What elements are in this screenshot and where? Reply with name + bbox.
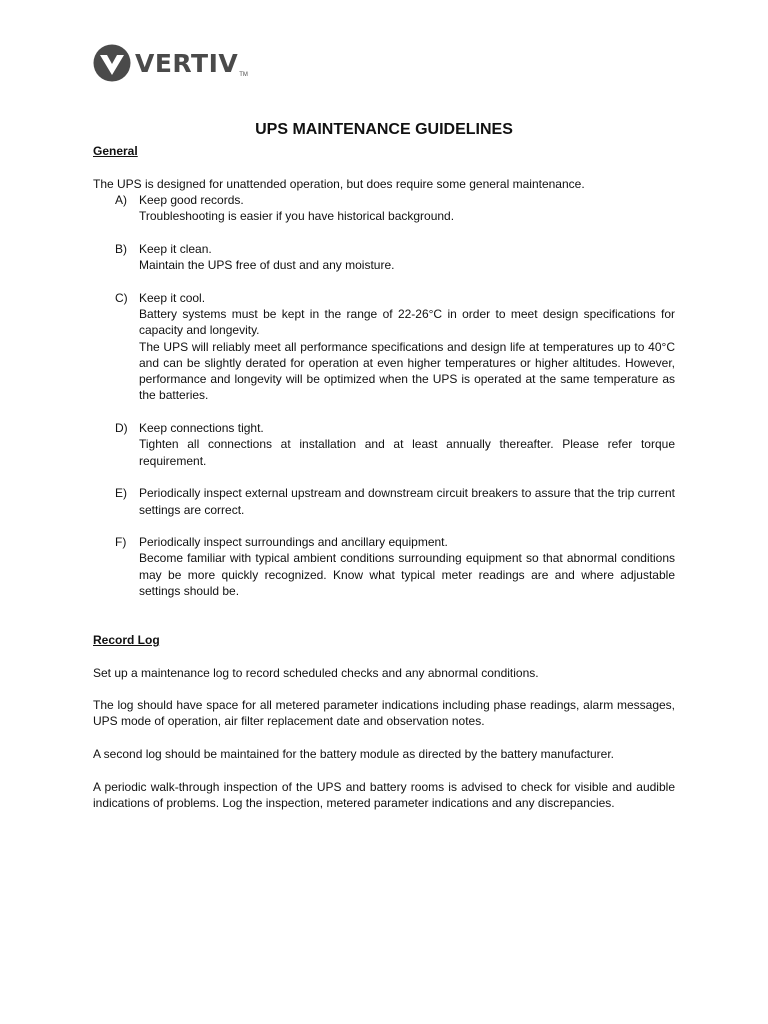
list-item [93, 420, 675, 469]
vertiv-chevron-icon [93, 44, 131, 82]
list-item-text: Troubleshooting is easier if you have historical background. [139, 209, 455, 224]
list-item [93, 241, 675, 274]
list-item-text: Battery systems must be kept in the range of 22-26°C in order to meet design specifications for capacity and longevity. [139, 306, 675, 338]
list-item-text: The UPS will reliably meet all performance specifications and design life at temperatures up to 40°C and can be slightly derated for operation at even higher temperatures or higher altitudes. However, performance and longevity will be optimized when the UPS is operated at the same temperature as the batteries. [139, 339, 675, 403]
list-item [93, 534, 675, 599]
list-item-title: Keep it clean. [139, 241, 212, 256]
list-item-title: Keep good records. [139, 192, 244, 207]
list-item-title: Keep it cool. [139, 290, 206, 305]
logo-wordmark: VERTIV [135, 48, 239, 78]
page-title: UPS MAINTENANCE GUIDELINES [255, 121, 513, 138]
list-item [93, 485, 675, 518]
logo-trademark: TM [239, 72, 248, 78]
general-intro: The UPS is designed for unattended operation, but does require some general maintenance. [93, 176, 585, 191]
record-log-paragraph: A second log should be maintained for the battery module as directed by the battery manufacturer. [93, 746, 614, 761]
list-item-text: Tighten all connections at installation and at least annually thereafter. Please refer torque requirement. [139, 437, 675, 468]
list-marker: F) [115, 535, 127, 550]
list-item-title: Keep connections tight. [139, 421, 264, 436]
list-marker: D) [115, 421, 128, 436]
record-log-paragraph: The log should have space for all metered parameter indications including phase readings, alarm messages, UPS mode of operation, air filter replacement date and observation notes. [93, 698, 675, 729]
list-item [93, 192, 675, 225]
list-item-text: Maintain the UPS free of dust and any moisture. [139, 258, 395, 273]
record-log-heading: Record Log [93, 632, 160, 647]
general-heading: General [93, 144, 138, 158]
list-item [93, 290, 675, 404]
list-item-text: Become familiar with typical ambient conditions surrounding equipment so that abnormal conditions may be more quickly recognized. Know what typical meter readings are and where adjustable settings should be. [139, 551, 675, 599]
list-item-text: Periodically inspect external upstream and downstream circuit breakers to assure that the trip current settings are correct. [139, 486, 675, 517]
vertiv-logo [93, 44, 248, 82]
list-marker: B) [115, 241, 127, 256]
record-log-paragraph: A periodic walk-through inspection of the UPS and battery rooms is advised to check for visible and audible indications of problems. Log the inspection, metered parameter indications and any discrepancies. [93, 779, 675, 810]
list-marker: E) [115, 486, 127, 501]
list-item-title: Periodically inspect surroundings and ancillary equipment. [139, 535, 448, 550]
list-marker: C) [115, 290, 128, 305]
record-log-paragraph: Set up a maintenance log to record scheduled checks and any abnormal conditions. [93, 665, 539, 680]
list-marker: A) [115, 192, 127, 207]
document-body [93, 143, 675, 811]
